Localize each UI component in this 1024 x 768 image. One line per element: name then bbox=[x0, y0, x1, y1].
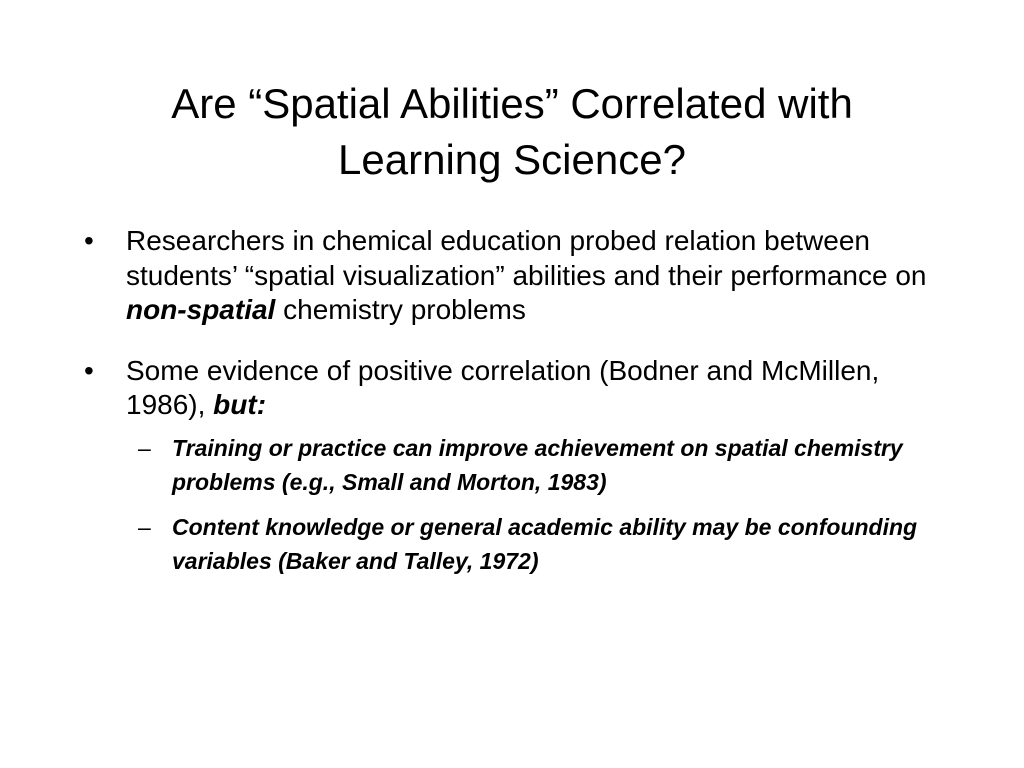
bullet-text: Some evidence of positive correlation (Bodner and McMillen, 1986), bbox=[126, 354, 880, 420]
bullet-marker: • bbox=[84, 354, 94, 386]
bullet-text: Researchers in chemical education probed relation between students’ “spatial visualization” abilities and their performance on bbox=[126, 225, 927, 291]
bullet-item bbox=[84, 354, 964, 578]
bullet-marker: • bbox=[84, 225, 94, 256]
bullet-list bbox=[84, 224, 964, 578]
slide-title-line-1: Are “Spatial Abilities” Correlated with bbox=[171, 80, 853, 127]
sub-bullet-item bbox=[132, 431, 964, 499]
sub-bullet-marker: – bbox=[138, 434, 151, 461]
sub-bullet-item bbox=[132, 510, 964, 578]
bullet-text-end: chemistry problems bbox=[275, 294, 526, 325]
bullet-item bbox=[84, 224, 964, 328]
sub-bullet-marker: – bbox=[138, 513, 151, 540]
sub-bullet-list bbox=[132, 431, 964, 578]
slide-title-line-2: Learning Science? bbox=[338, 136, 686, 183]
bullet-emphasis: non-spatial bbox=[126, 294, 276, 325]
slide-title bbox=[60, 76, 964, 188]
sub-bullet-text: Content knowledge or general academic ability may be confounding variables (Baker and Talley, 1972) bbox=[172, 513, 918, 574]
sub-bullet-text: Training or practice can improve achievement on spatial chemistry problems (e.g., Small and Morton, 1983) bbox=[172, 434, 903, 495]
bullet-emphasis: but: bbox=[213, 389, 267, 420]
